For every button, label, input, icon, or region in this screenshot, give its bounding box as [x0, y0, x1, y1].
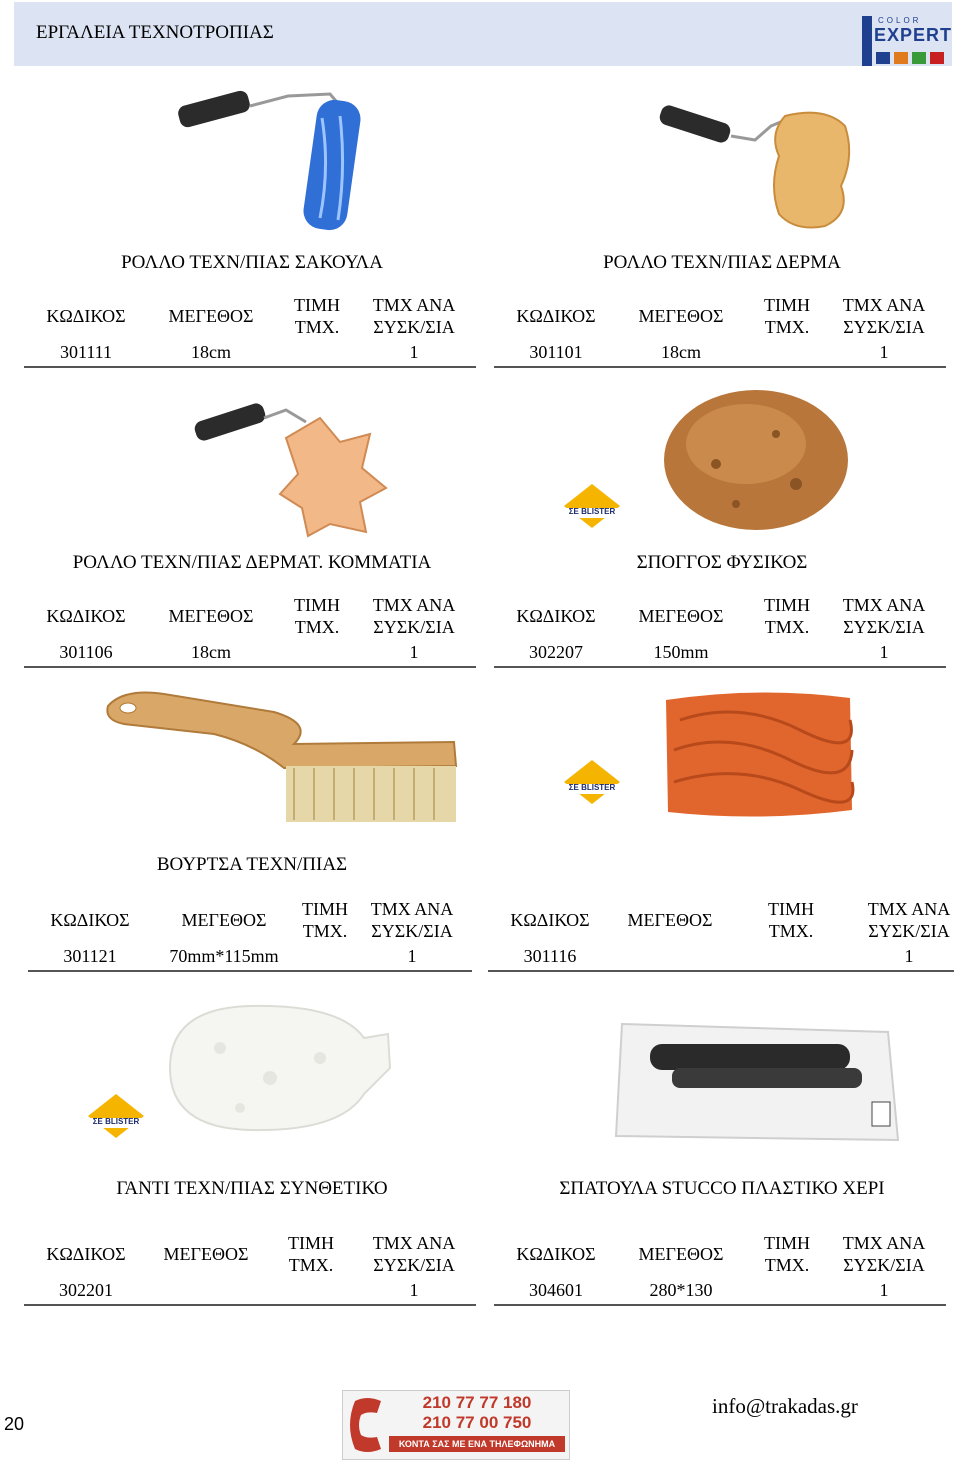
table-header: [24, 1232, 480, 1278]
blister-icon: [562, 758, 622, 806]
product-size: 280*130: [649, 1280, 713, 1300]
blister-badge: [86, 1092, 146, 1140]
col-price: ΤΙΜΗ ΤΜΧ.: [768, 899, 814, 941]
product-name: ΣΠΑΤΟΥΛΑ STUCCO ΠΛΑΣΤΙΚΟ ΧΕΡΙ: [559, 1178, 885, 1199]
product-size: 18cm: [661, 342, 701, 362]
col-size: ΜΕΓΕΘΟΣ: [638, 1244, 724, 1264]
logo-square-green: [912, 52, 926, 64]
table-row: [24, 1276, 476, 1306]
product-code: 301116: [523, 946, 577, 966]
blister-label: ΣΕ BLISTER: [92, 1117, 140, 1126]
table-header: [494, 594, 950, 640]
product-pack: 1: [879, 342, 889, 362]
table-row: [28, 942, 472, 972]
product-pack: 1: [879, 642, 889, 662]
col-size: ΜΕΓΕΘΟΣ: [638, 606, 724, 626]
col-price: ΤΙΜΗ ΤΜΧ.: [764, 595, 810, 637]
logo-square-red: [930, 52, 944, 64]
product-name: ΡΟΛΛΟ ΤΕΧΝ/ΠΙΑΣ ΣΑΚΟΥΛΑ: [121, 252, 383, 273]
col-price: ΤΙΜΗ ΤΜΧ.: [764, 295, 810, 337]
col-code: ΚΩΔΙΚΟΣ: [46, 306, 126, 326]
table-header: [24, 294, 480, 340]
blister-icon: [562, 482, 622, 530]
product-size: 18cm: [191, 642, 231, 662]
leather-roller-image: [655, 96, 855, 236]
product-name: ΡΟΛΛΟ ΤΕΧΝ/ΠΙΑΣ ΔΕΡΜΑΤ. ΚΟΜΜΑΤΙΑ: [72, 552, 432, 573]
banner-slogan: ΚΟΝΤΑ ΣΑΣ ΜΕ ΕΝΑ ΤΗΛΕΦΩΝΗΜΑ: [389, 1436, 565, 1452]
product-code: 302201: [59, 1280, 113, 1300]
color-expert-logo: [862, 16, 953, 66]
product-pack: 1: [409, 1280, 419, 1300]
table-row: [494, 638, 946, 668]
product-code: 301121: [63, 946, 117, 966]
table-row: [494, 1276, 946, 1306]
col-pack: ΤΜΧ ΑΝΑ ΣΥΣΚ/ΣΙΑ: [867, 899, 951, 941]
product-name: ΒΟΥΡΤΣΑ ΤΕΧΝ/ΠΙΑΣ: [156, 854, 348, 875]
product-code: 301106: [59, 642, 113, 662]
blister-label: ΣΕ BLISTER: [568, 507, 616, 516]
product-code: 302207: [529, 642, 583, 662]
product-name: ΓΑΝΤΙ ΤΕΧΝ/ΠΙΑΣ ΣΥΝΘΕΤΙΚΟ: [116, 1178, 388, 1199]
blister-label: ΣΕ BLISTER: [568, 783, 616, 792]
col-pack: ΤΜΧ ΑΝΑ ΣΥΣΚ/ΣΙΑ: [372, 295, 456, 337]
synthetic-glove-image: [150, 998, 400, 1138]
phone-number-1: 210 77 77 180: [422, 1393, 532, 1412]
stucco-trowel-image: [612, 1018, 902, 1144]
col-pack: ΤΜΧ ΑΝΑ ΣΥΣΚ/ΣΙΑ: [842, 595, 926, 637]
page-title: ΕΡΓΑΛΕΙΑ ΤΕΧΝΟΤΡΟΠΙΑΣ: [36, 22, 274, 43]
product-pack: 1: [409, 342, 419, 362]
table-row: [488, 942, 954, 972]
table-header: [488, 898, 956, 944]
product-code: 301111: [60, 342, 112, 362]
col-size: ΜΕΓΕΘΟΣ: [181, 910, 267, 930]
col-size: ΜΕΓΕΘΟΣ: [163, 1244, 249, 1264]
col-price: ΤΙΜΗ ΤΜΧ.: [288, 1233, 334, 1275]
product-pack: 1: [409, 642, 419, 662]
product-size: 70mm*115mm: [169, 946, 279, 966]
wooden-brush-image: [104, 684, 466, 826]
logo-square-orange: [894, 52, 908, 64]
leather-pieces-roller-image: [190, 398, 390, 538]
col-code: ΚΩΔΙΚΟΣ: [46, 606, 126, 626]
product-size: 18cm: [191, 342, 231, 362]
table-header: [24, 594, 480, 640]
product-size: 150mm: [653, 642, 709, 662]
col-price: ΤΙΜΗ ΤΜΧ.: [302, 899, 348, 941]
contact-email[interactable]: info@trakadas.gr: [712, 1394, 858, 1418]
col-pack: ΤΜΧ ΑΝΑ ΣΥΣΚ/ΣΙΑ: [370, 899, 454, 941]
phone-number-2: 210 77 00 750: [422, 1413, 532, 1432]
page-header: [14, 2, 952, 66]
page-number: 20: [4, 1414, 25, 1434]
product-name: ΣΠΟΓΓΟΣ ΦΥΣΙΚΟΣ: [636, 552, 808, 573]
table-header: [494, 1232, 950, 1278]
col-size: ΜΕΓΕΘΟΣ: [168, 606, 254, 626]
col-code: ΚΩΔΙΚΟΣ: [50, 910, 130, 930]
logo-top-text: COLOR: [878, 16, 922, 25]
product-code: 301101: [529, 342, 583, 362]
product-name: ΡΟΛΛΟ ΤΕΧΝ/ΠΙΑΣ ΔΕΡΜΑ: [603, 252, 841, 273]
col-code: ΚΩΔΙΚΟΣ: [46, 1244, 126, 1264]
col-price: ΤΙΜΗ ΤΜΧ.: [764, 1233, 810, 1275]
table-row: [494, 338, 946, 368]
col-size: ΜΕΓΕΘΟΣ: [627, 910, 713, 930]
col-code: ΚΩΔΙΚΟΣ: [516, 606, 596, 626]
col-size: ΜΕΓΕΘΟΣ: [638, 306, 724, 326]
logo-main-text: EXPERT: [874, 25, 953, 45]
product-pack: 1: [904, 946, 914, 966]
col-price: ΤΙΜΗ ΤΜΧ.: [294, 595, 340, 637]
blister-badge: [562, 758, 622, 806]
table-row: [24, 638, 476, 668]
wood-grain-rocker-image: [660, 690, 856, 820]
col-price: ΤΙΜΗ ΤΜΧ.: [294, 295, 340, 337]
col-pack: ΤΜΧ ΑΝΑ ΣΥΣΚ/ΣΙΑ: [372, 1233, 456, 1275]
col-pack: ΤΜΧ ΑΝΑ ΣΥΣΚ/ΣΙΑ: [372, 595, 456, 637]
logo-square-blue: [876, 52, 890, 64]
blister-icon: [86, 1092, 146, 1140]
col-pack: ΤΜΧ ΑΝΑ ΣΥΣΚ/ΣΙΑ: [842, 1233, 926, 1275]
phone-icon: [347, 1395, 387, 1455]
col-pack: ΤΜΧ ΑΝΑ ΣΥΣΚ/ΣΙΑ: [842, 295, 926, 337]
blue-sleeve-roller-image: [170, 78, 390, 238]
col-code: ΚΩΔΙΚΟΣ: [516, 306, 596, 326]
table-header: [494, 294, 950, 340]
blister-badge: [562, 482, 622, 530]
table-header: [28, 898, 474, 944]
table-row: [24, 338, 476, 368]
col-code: ΚΩΔΙΚΟΣ: [510, 910, 590, 930]
product-pack: 1: [407, 946, 417, 966]
col-code: ΚΩΔΙΚΟΣ: [516, 1244, 596, 1264]
natural-sponge-image: [656, 384, 856, 534]
col-size: ΜΕΓΕΘΟΣ: [168, 306, 254, 326]
product-pack: 1: [879, 1280, 889, 1300]
logo-bar: [862, 16, 872, 66]
phone-banner: [342, 1390, 570, 1460]
product-code: 304601: [529, 1280, 583, 1300]
